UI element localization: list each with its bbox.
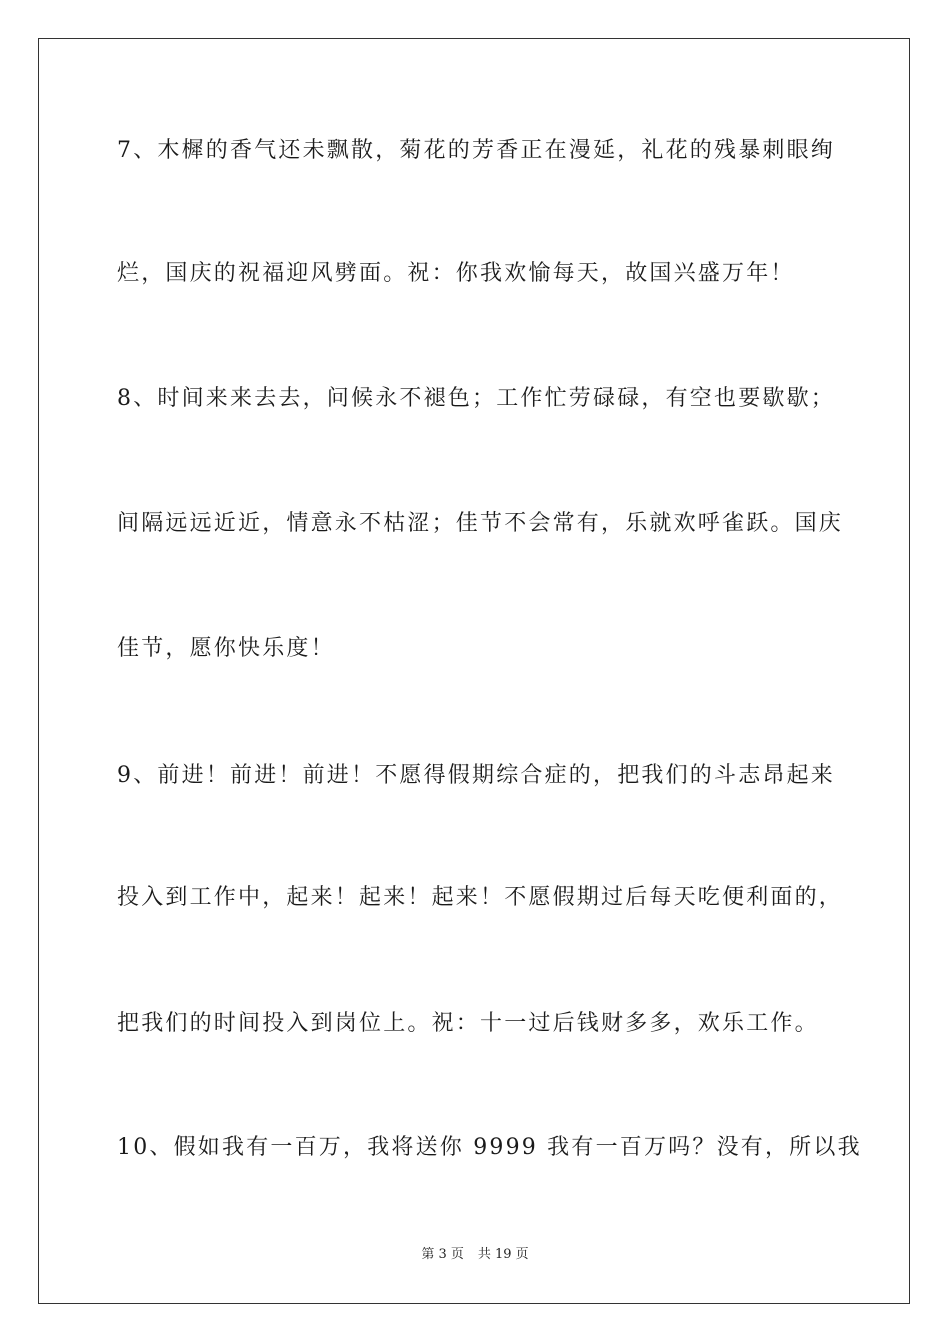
text-line: 7、木樨的香气还未飘散，菊花的芳香正在漫延，礼花的残暴刺眼绚 [117, 138, 835, 163]
text-line: 间隔远远近近，情意永不枯涩；佳节不会常有，乐就欢呼雀跃。国庆 [117, 511, 844, 536]
text-line: 投入到工作中，起来！起来！起来！不愿假期过后每天吃便利面的， [117, 885, 844, 910]
text-line: 烂，国庆的祝福迎风劈面。祝：你我欢愉每天，故国兴盛万年！ [117, 261, 795, 286]
page-footer [0, 1246, 950, 1264]
page-number: 第 3 页 [421, 1247, 464, 1262]
text-line: 9、前进！前进！前进！不愿得假期综合症的，把我们的斗志昂起来 [117, 763, 835, 788]
text-line: 8、时间来来去去，问候永不褪色；工作忙劳碌碌，有空也要歇歇； [117, 386, 835, 411]
page-border [38, 38, 910, 1304]
text-line: 佳节，愿你快乐度！ [117, 636, 335, 661]
text-line: 10、假如我有一百万，我将送你 9999 我有一百万吗？没有，所以我 [117, 1135, 862, 1160]
page-total: 共 19 页 [477, 1247, 529, 1262]
text-line: 把我们的时间投入到岗位上。祝：十一过后钱财多多，欢乐工作。 [117, 1011, 819, 1036]
